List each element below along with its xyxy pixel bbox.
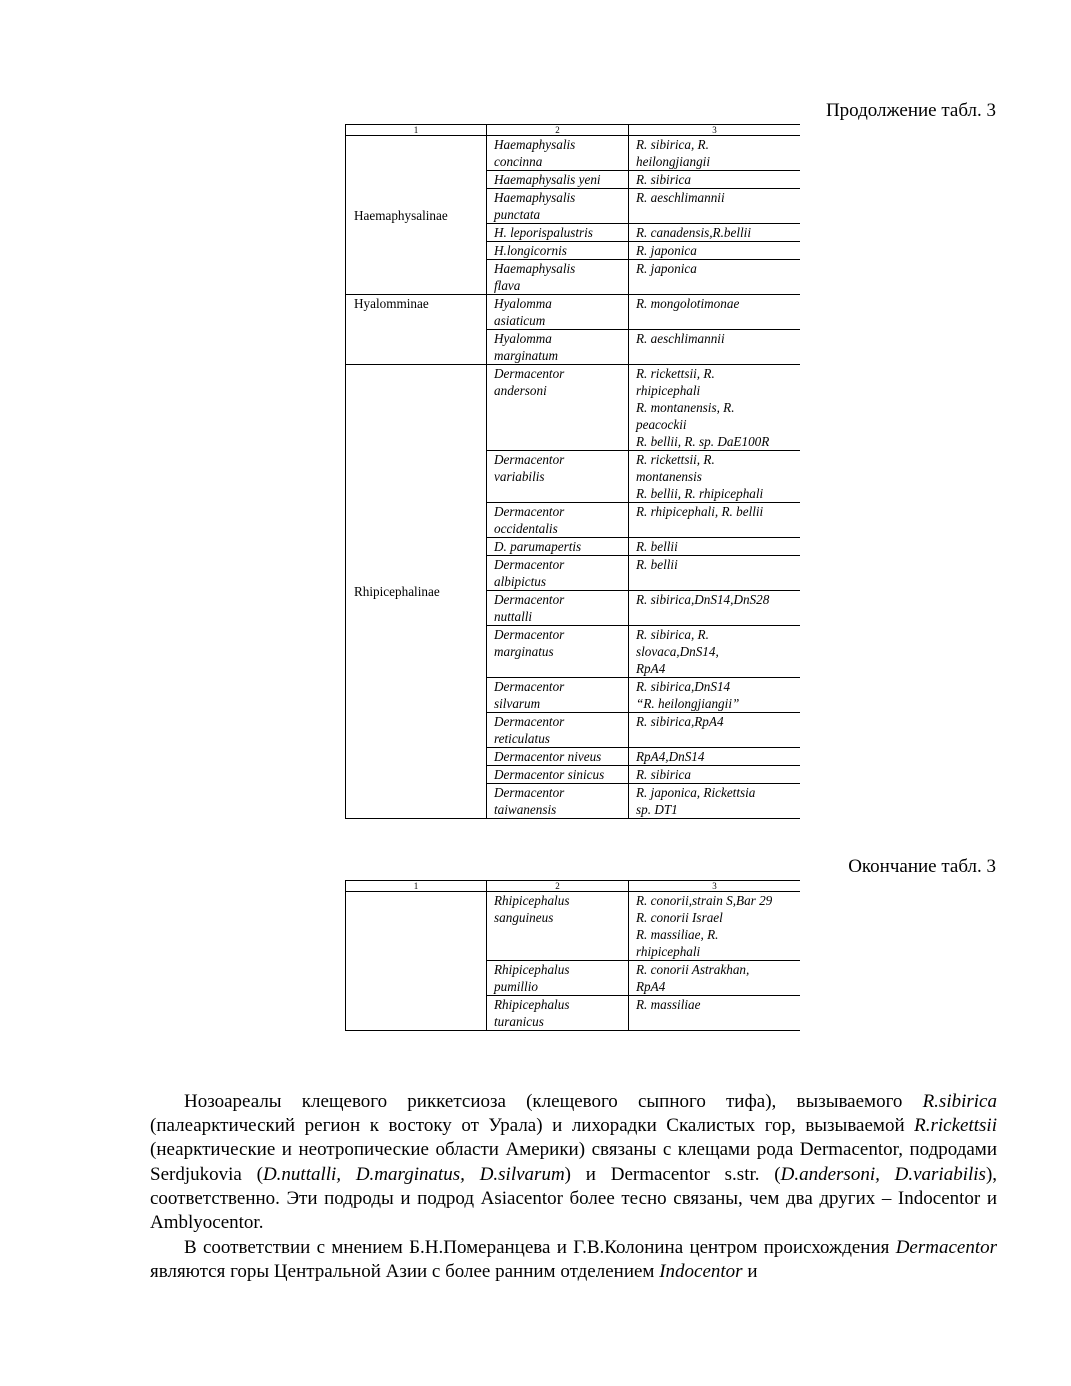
cell-line: “R. heilongjiangii” [636,696,740,711]
cell-line: peacockii [636,417,687,432]
tick-species-cell [487,330,629,365]
tick-species-cell [487,242,629,260]
cell-line: R. conorii,strain S,Bar 29 [636,893,773,908]
cell-line: pumillio [494,979,538,994]
rickettsia-cell [629,136,801,171]
rickettsia-cell [629,996,801,1031]
tick-species-cell [487,766,629,784]
cell-line: Hyalomma [494,331,552,346]
text-run: ), соответственно. Эти подроды и подрод Asiacentor более тесно связаны, чем два других – Indocentor и Amblyocentor. [150,1163,998,1234]
rickettsia-cell [629,713,801,748]
column-header-1: 1 [346,881,487,892]
cell-line: R. sibirica [636,767,691,782]
cell-line: R. rickettsii, R. [636,452,715,467]
rickettsia-cell [629,189,801,224]
table-ticks-rickettsia-continued [345,124,800,819]
tick-species-cell [487,136,629,171]
cell-line: Dermacentor [494,452,565,467]
column-header-3: 3 [629,881,801,892]
column-header-2: 2 [487,881,629,892]
body-paragraph-2 [150,1236,997,1284]
tick-species-cell [487,295,629,330]
cell-line: andersoni [494,383,547,398]
table-header-row [346,881,801,892]
cell-line: occidentalis [494,521,558,536]
rickettsia-cell [629,678,801,713]
cell-line: R. canadensis,R.bellii [636,225,752,240]
rickettsia-cell [629,260,801,295]
cell-line: Rhipicephalus [494,962,570,977]
italic-term: R.sibirica [922,1091,997,1112]
cell-line: Dermacentor [494,627,565,642]
cell-line: RpA4 [636,661,666,676]
table-row [346,365,801,451]
cell-line: Haemaphysalis [494,190,576,205]
cell-line: Rhipicephalus [494,997,570,1012]
cell-line: R. montanensis, R. [636,400,735,415]
rickettsia-cell [629,626,801,678]
cell-line: concinna [494,154,543,169]
cell-line: R. sibirica, R. [636,627,709,642]
tick-species-cell [487,961,629,996]
cell-line: R. sibirica,DnS14,DnS28 [636,592,770,607]
cell-line: R. conorii Israel [636,910,723,925]
subfamily-cell [346,892,487,1031]
subfamily-cell: Rhipicephalinae [346,365,487,819]
tick-species-cell [487,678,629,713]
cell-line: R. massiliae [636,997,701,1012]
cell-line: rhipicephali [636,383,701,398]
cell-line: variabilis [494,469,545,484]
italic-term: Dermacentor [895,1237,997,1258]
cell-line: Dermacentor [494,504,565,519]
table-row [346,136,801,171]
cell-line: Haemaphysalis [494,137,576,152]
cell-line: R. bellii, R. rhipicephali [636,486,764,501]
italic-term: D.nuttalli, D.marginatus, D.silvarum [262,1163,565,1185]
rickettsia-cell [629,766,801,784]
cell-line: R. sibirica, R. [636,137,709,152]
cell-line: R. sibirica,RpA4 [636,714,724,729]
cell-line: asiaticum [494,313,546,328]
column-header-3: 3 [629,125,801,136]
cell-line: R. japonica, Rickettsia [636,785,756,800]
cell-line: R. japonica [636,261,697,276]
text-run: (неарктические и неотропические области Америки) связаны с клещами рода Dermacentor, подродами Serdjukovia ( [150,1139,997,1185]
cell-line: heilongjiangii [636,154,710,169]
cell-line: Haemaphysalis yeni [494,172,601,187]
tick-species-cell [487,224,629,242]
tick-species-cell [487,189,629,224]
text-run: Нозоареалы клещевого риккетсиоза (клещевого сыпного тифа), вызываемого [184,1091,923,1112]
cell-line: Dermacentor [494,592,565,607]
cell-line: R. rickettsii, R. [636,366,715,381]
tick-species-cell [487,365,629,451]
cell-line: taiwanensis [494,802,557,817]
cell-line: marginatus [494,644,554,659]
table-header-row [346,125,801,136]
subfamily-cell: Haemaphysalinae [346,136,487,295]
cell-line: Haemaphysalis [494,261,576,276]
cell-line: Dermacentor [494,785,565,800]
column-header-1: 1 [346,125,487,136]
table-row [346,295,801,330]
rickettsia-cell [629,892,801,961]
cell-line: RpA4,DnS14 [636,749,705,764]
text-run: (палеарктический регион к востоку от Урала) и лихорадки Скалистых гор, вызываемой [150,1115,915,1137]
tick-species-cell [487,784,629,819]
body-paragraph-1 [150,1090,997,1235]
cell-line: Dermacentor [494,714,565,729]
subfamily-cell: Hyalomminae [346,295,487,365]
cell-line: R. rhipicephali, R. bellii [636,504,764,519]
tick-species-cell [487,538,629,556]
cell-line: flava [494,278,521,293]
tick-species-cell [487,591,629,626]
rickettsia-cell [629,556,801,591]
tick-species-cell [487,556,629,591]
tick-species-cell [487,748,629,766]
cell-line: R. bellii, R. sp. DaE100R [636,434,770,449]
rickettsia-cell [629,784,801,819]
cell-line: Hyalomma [494,296,552,311]
cell-line: R. massiliae, R. [636,927,719,942]
cell-line: R. sibirica,DnS14 [636,679,731,694]
cell-line: H.longicornis [494,243,567,258]
table-row [346,892,801,961]
cell-line: marginatum [494,348,558,363]
cell-line: R. japonica [636,243,697,258]
cell-line: R. sibirica [636,172,691,187]
cell-line: silvarum [494,696,541,711]
tick-species-cell [487,503,629,538]
cell-line: turanicus [494,1014,544,1029]
column-header-2: 2 [487,125,629,136]
cell-line: D. parumapertis [494,539,582,554]
rickettsia-cell [629,503,801,538]
cell-line: nuttalli [494,609,533,624]
rickettsia-cell [629,538,801,556]
rickettsia-cell [629,748,801,766]
text-run: являются горы Центральной Азии с более ранним отделением [150,1261,660,1283]
cell-line: slovaca,DnS14, [636,644,719,659]
rickettsia-cell [629,171,801,189]
cell-line: RpA4 [636,979,666,994]
rickettsia-cell [629,295,801,330]
cell-line: rhipicephali [636,944,701,959]
table-ticks-rickettsia-ending [345,880,800,1031]
italic-term: R.rickettsii [914,1115,997,1137]
tick-species-cell [487,626,629,678]
cell-line: R. mongolotimonae [636,296,740,311]
cell-line: Dermacentor [494,557,565,572]
tick-species-cell [487,996,629,1031]
rickettsia-cell [629,961,801,996]
rickettsia-cell [629,451,801,503]
text-run: и [742,1261,758,1283]
cell-line: R. bellii [636,539,678,554]
cell-line: R. aeschlimannii [636,331,725,346]
cell-line: R. bellii [636,557,678,572]
rickettsia-cell [629,330,801,365]
rickettsia-cell [629,242,801,260]
cell-line: Rhipicephalus [494,893,570,908]
text-run: В соответствии с мнением Б.Н.Померанцева и Г.В.Колонина центром происхождения [184,1237,896,1258]
tick-species-cell [487,260,629,295]
cell-line: H. leporispalustris [494,225,593,240]
cell-line: Dermacentor sinicus [494,767,605,782]
cell-line: sanguineus [494,910,554,925]
cell-line: Dermacentor [494,366,565,381]
cell-line: albipictus [494,574,547,589]
table-caption-continuation: Продолжение табл. 3 [825,100,996,121]
cell-line: R. aeschlimannii [636,190,725,205]
rickettsia-cell [629,591,801,626]
cell-line: R. conorii Astrakhan, [636,962,750,977]
cell-line: sp. DT1 [636,802,678,817]
tick-species-cell [487,892,629,961]
text-run: ) и Dermacentor s.str. ( [564,1163,781,1185]
italic-term: D.andersoni, D.variabilis [780,1163,986,1185]
rickettsia-cell [629,365,801,451]
cell-line: montanensis [636,469,702,484]
cell-line: Dermacentor niveus [494,749,602,764]
cell-line: Dermacentor [494,679,565,694]
tick-species-cell [487,451,629,503]
tick-species-cell [487,171,629,189]
italic-term: Indocentor [659,1261,743,1283]
tick-species-cell [487,713,629,748]
rickettsia-cell [629,224,801,242]
table-caption-ending: Окончание табл. 3 [848,856,996,877]
cell-line: punctata [494,207,541,222]
cell-line: reticulatus [494,731,550,746]
